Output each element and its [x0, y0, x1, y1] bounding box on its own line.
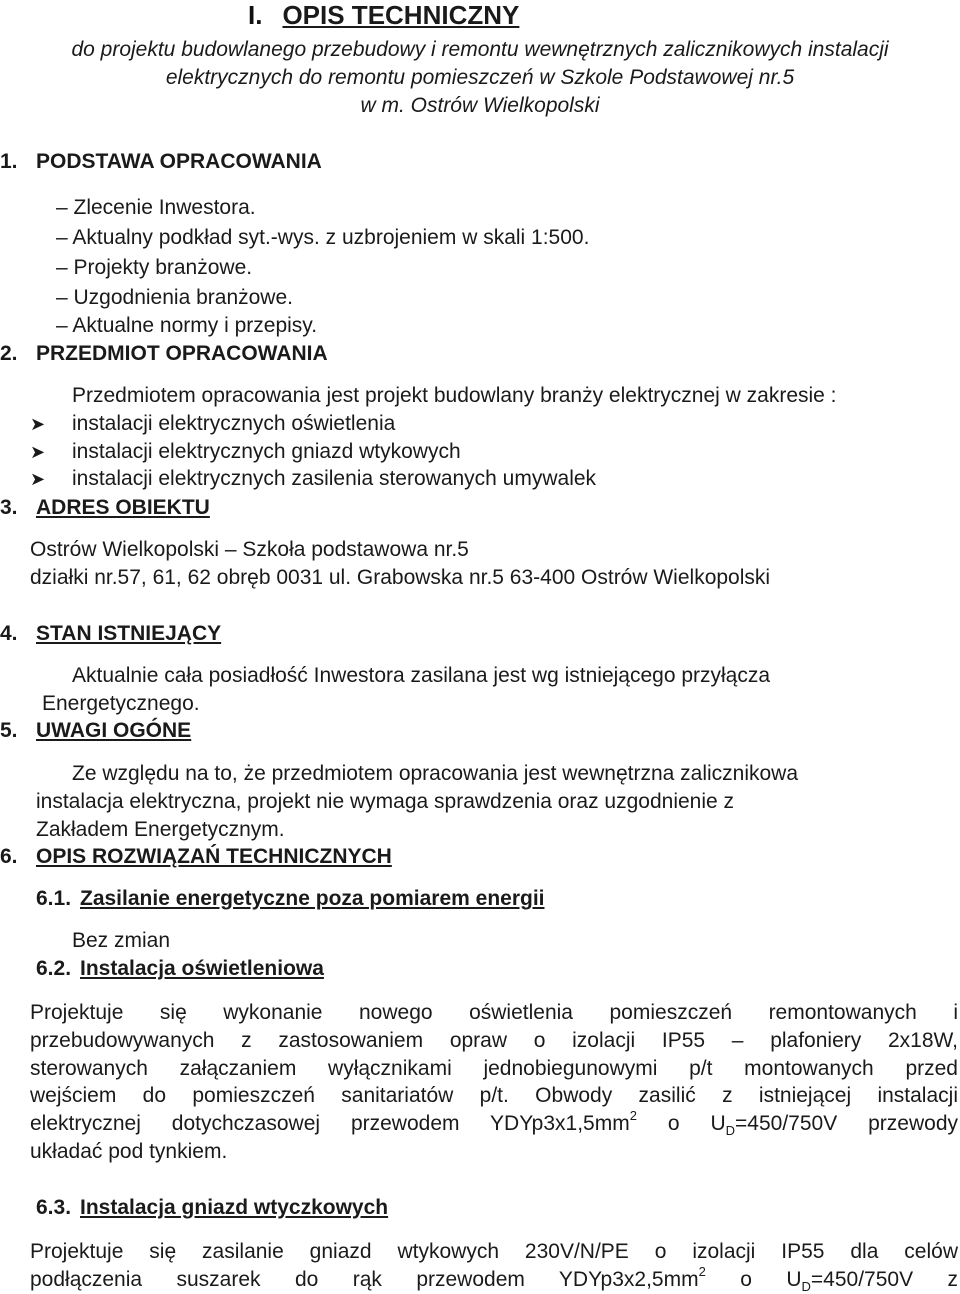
arrow-bullet-icon: ➤ [30, 442, 46, 462]
body-line: wejściem do pomieszczeń sanitariatów p/t. Obwody zasilić z istniejącej instalacji [30, 1084, 958, 1108]
section-3-heading: 3. ADRES OBIEKTU [0, 496, 210, 519]
arrow-bullet-icon: ➤ [30, 469, 46, 489]
list-item: – Uzgodnienia branżowe. [56, 286, 293, 309]
address-line-1: Ostrów Wielkopolski – Szkoła podstawowa nr.5 [30, 538, 469, 561]
section-4-line-2: Energetycznego. [42, 692, 200, 715]
list-item: – Aktualny podkład syt.-wys. z uzbrojeniem w skali 1:500. [56, 226, 590, 249]
arrow-bullet-icon: ➤ [30, 414, 46, 434]
subsection-6-3-heading: 6.3. Instalacja gniazd wtyczkowych [36, 1196, 389, 1219]
body-line: układać pod tynkiem. [30, 1139, 228, 1163]
body-line: podłączenia suszarek do rąk przewodem $YDYp3x2,5mm^2$ o $U_D=450/750V$ z [30, 1263, 958, 1294]
bullet-item: ➤ instalacji elektrycznych zasilenia sterowanych umywalek [30, 467, 597, 490]
body-line: elektrycznej dotychczasowej przewodem $YDYp3x1,5mm^2$ o $U_D=450/750V$ przewody [30, 1108, 959, 1139]
body-line: Projektuje się zasilanie gniazd wtykowych 230V/N/PE o izolacji IP55 dla celów [30, 1240, 958, 1263]
bullet-item: ➤ instalacji elektrycznych oświetlenia [30, 412, 396, 435]
list-item: – Projekty branżowe. [56, 256, 253, 279]
body-line: przebudowywanych z zastosowaniem opraw o izolacji IP55 – plafoniery 2x18W, [30, 1028, 958, 1052]
title-text: OPIS TECHNICZNY [282, 0, 520, 30]
body-line: sterowanych załączaniem wyłącznikami jednobiegunowymi p/t montowanych przed [30, 1056, 958, 1080]
section-6-heading: 6. OPIS ROZWIĄZAŃ TECHNICZNYCH [0, 845, 392, 868]
section-5-line-1: Ze względu na to, że przedmiotem opracowania jest wewnętrzna zalicznikowa [72, 762, 799, 785]
subtitle-line-1: do projektu budowlanego przebudowy i remontu wewnętrznych zalicznikowych instalacji [71, 38, 889, 61]
section-2-intro: Przedmiotem opracowania jest projekt budowlany branży elektrycznej w zakresie : [72, 384, 837, 407]
section-1-heading: 1. PODSTAWA OPRACOWANIA [0, 150, 322, 173]
address-line-2: działki nr.57, 61, 62 obręb 0031 ul. Grabowska nr.5 63-400 Ostrów Wielkopolski [30, 566, 771, 589]
section-5-heading: 5. UWAGI OGÓNE [0, 719, 192, 742]
subsection-6-2-heading: 6.2. Instalacja oświetleniowa [36, 957, 324, 980]
subtitle-line-2: elektrycznych do remontu pomieszczeń w Szkole Podstawowej nr.5 [165, 66, 795, 89]
section-5-line-2: instalacja elektryczna, projekt nie wymaga sprawdzenia oraz uzgodnienie z [36, 790, 735, 813]
subsection-6-2-body [30, 999, 958, 1166]
bullet-item: ➤ instalacji elektrycznych gniazd wtykowych [30, 440, 461, 463]
section-5-line-3: Zakładem Energetycznym. [36, 818, 285, 841]
subtitle-line-3: w m. Ostrów Wielkopolski [360, 94, 600, 117]
document-title [248, 0, 519, 31]
section-4-line-1: Aktualnie cała posiadłość Inwestora zasilana jest wg istniejącego przyłącza [72, 664, 771, 687]
list-item: – Aktualne normy i przepisy. [56, 314, 318, 337]
title-number: I. [248, 0, 263, 30]
section-2-heading: 2. PRZEDMIOT OPRACOWANIA [0, 342, 328, 365]
subsection-6-1-heading: 6.1. Zasilanie energetyczne poza pomiarem energii [36, 887, 545, 910]
body-line: Projektuje się wykonanie nowego oświetlenia pomieszczeń remontowanych i [30, 1001, 958, 1024]
subsection-6-3-body [30, 1238, 958, 1294]
list-item: – Zlecenie Inwestora. [56, 196, 256, 219]
subsection-6-1-text: Bez zmian [72, 929, 171, 952]
section-4-heading: 4. STAN ISTNIEJĄCY [0, 622, 222, 645]
